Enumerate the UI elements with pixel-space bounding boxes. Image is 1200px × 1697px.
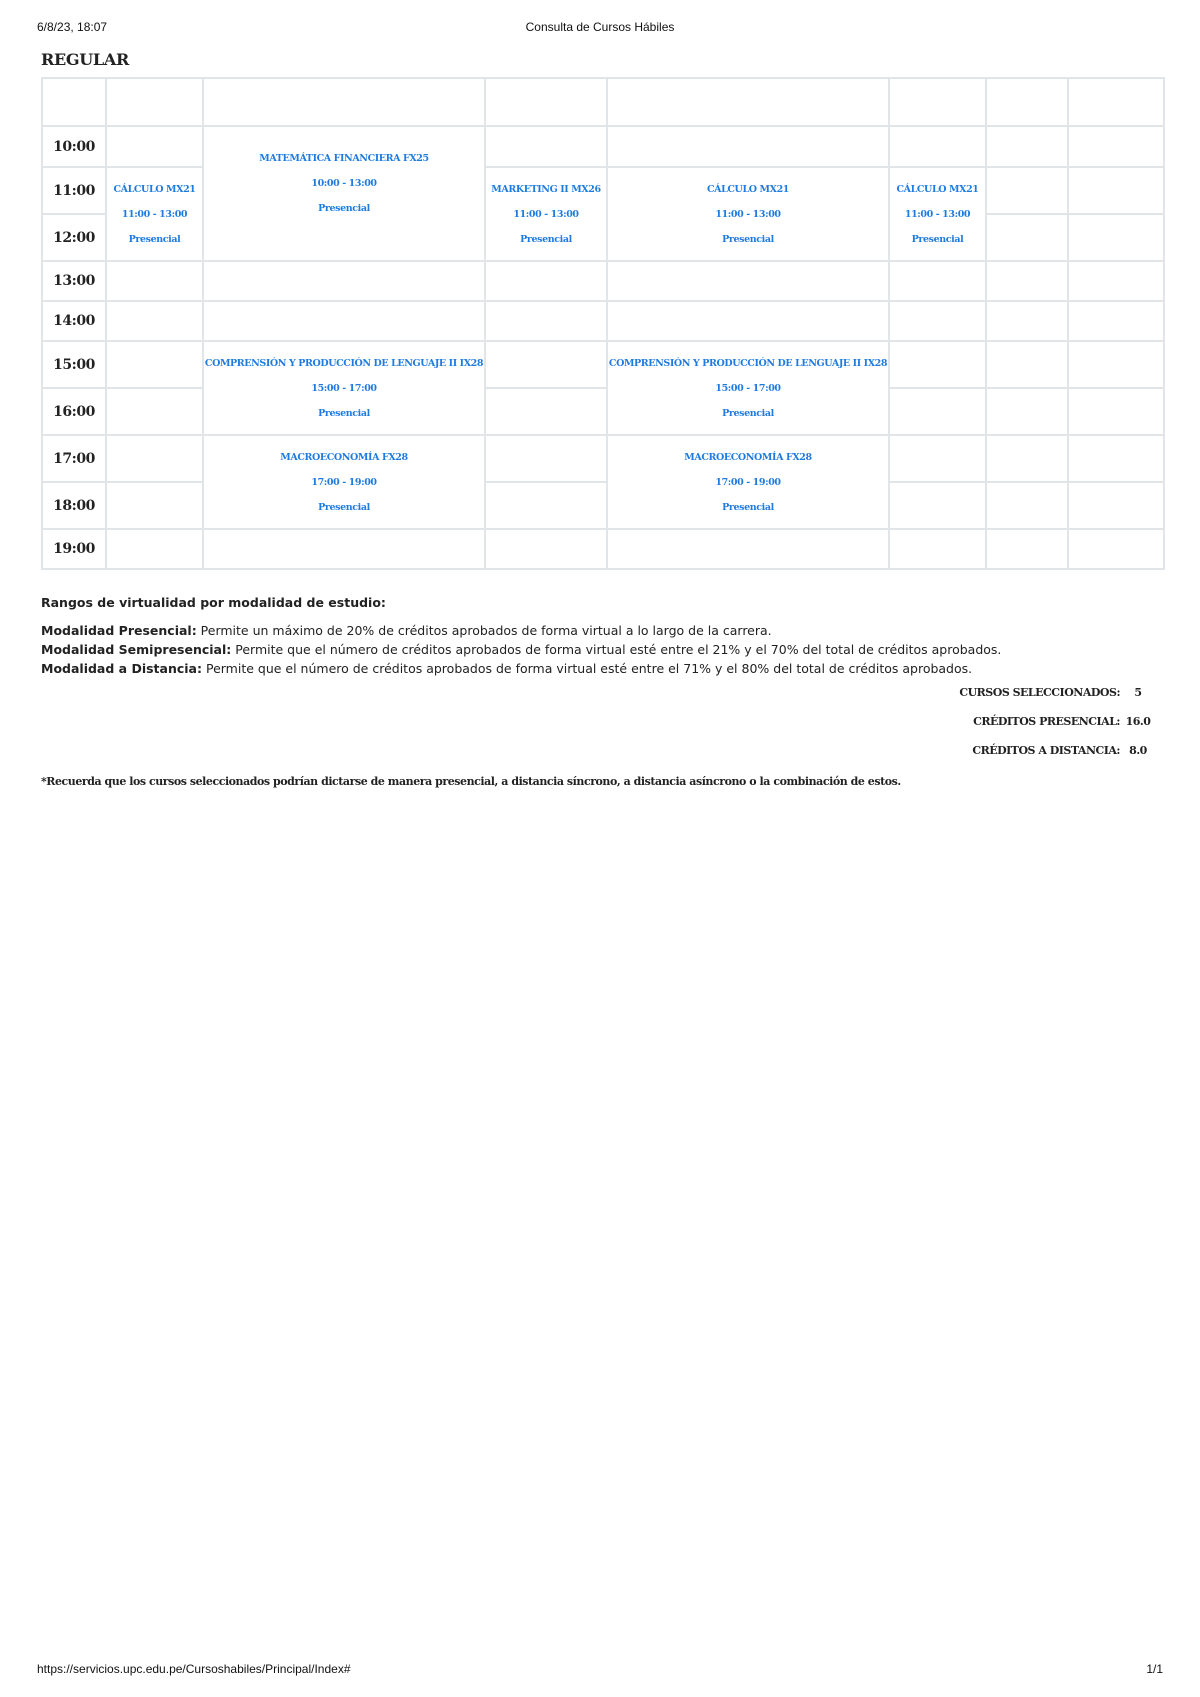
page-number: 1/1 [1146, 1662, 1163, 1676]
empty-cell [203, 529, 485, 569]
section-title: REGULAR [41, 50, 129, 69]
empty-cell [889, 435, 986, 482]
course-time: 15:00 - 17:00 [311, 382, 377, 394]
print-footer [37, 1662, 1163, 1678]
course-mode: Presencial [520, 233, 572, 245]
course-time: 11:00 - 13:00 [121, 208, 188, 220]
course-mode: Presencial [318, 407, 370, 419]
empty-cell [607, 301, 889, 341]
empty-cell [986, 529, 1068, 569]
course-name: CÁLCULO MX21 [706, 183, 790, 195]
empty-cell [485, 435, 607, 482]
print-header [37, 20, 1163, 38]
course-time: 17:00 - 19:00 [311, 476, 377, 488]
modality-presencial [41, 621, 1161, 640]
empty-cell [1068, 167, 1164, 214]
empty-cell [106, 529, 203, 569]
totals-summary [959, 686, 1156, 773]
total-courses [959, 686, 1156, 715]
time-row [42, 341, 1164, 388]
time-row [42, 435, 1164, 482]
empty-cell [889, 529, 986, 569]
empty-cell [986, 482, 1068, 529]
time-label: 15:00 [42, 341, 106, 388]
empty-cell [986, 261, 1068, 301]
course-time: 10:00 - 13:00 [311, 178, 377, 189]
empty-cell [485, 529, 607, 569]
course-time: 15:00 - 17:00 [715, 382, 781, 394]
course-name: MACROECONOMÍA FX28 [684, 451, 812, 463]
modality-text: Permite que el número de créditos aprobados de forma virtual esté entre el 21% y el 70% del total de créditos aprobados. [231, 642, 1002, 657]
empty-cell [1068, 529, 1164, 569]
empty-cell [986, 126, 1068, 167]
course-cell-matematica[interactable] [203, 126, 485, 261]
course-mode: Presencial [318, 203, 370, 214]
empty-cell [485, 482, 607, 529]
empty-cell [106, 301, 203, 341]
empty-cell [485, 341, 607, 388]
course-time: 11:00 - 13:00 [904, 208, 971, 220]
course-mode: Presencial [722, 233, 774, 245]
empty-cell [986, 388, 1068, 435]
course-cell-comprension[interactable] [607, 341, 889, 435]
time-label: 10:00 [42, 126, 106, 167]
time-row [42, 126, 1164, 167]
course-cell-comprension[interactable] [203, 341, 485, 435]
empty-cell [986, 301, 1068, 341]
modality-text: Permite que el número de créditos aprobados de forma virtual esté entre el 71% y el 80% del total de créditos aprobados. [202, 661, 973, 676]
total-value: 16.0 [1125, 715, 1151, 728]
footnote: *Recuerda que los cursos seleccionados podrían dictarse de manera presencial, a distancia síncrono, a distancia asíncrono o la combinación de estos. [41, 775, 901, 788]
empty-cell [1068, 261, 1164, 301]
empty-cell [485, 261, 607, 301]
modality-distancia [41, 659, 1161, 678]
header-row [42, 78, 1164, 126]
empty-cell [485, 388, 607, 435]
empty-cell [1068, 126, 1164, 167]
course-mode: Presencial [722, 407, 774, 419]
course-cell-macroeconomia[interactable] [203, 435, 485, 529]
empty-cell [106, 341, 203, 388]
empty-cell [106, 126, 203, 167]
course-name: COMPRENSIÓN Y PRODUCCIÓN DE LENGUAJE II IX28 [204, 357, 484, 369]
course-cell-marketing[interactable] [485, 167, 607, 261]
empty-cell [1068, 341, 1164, 388]
empty-cell [889, 261, 986, 301]
empty-cell [986, 435, 1068, 482]
empty-cell [889, 388, 986, 435]
total-label: CURSOS SELECCIONADOS: [959, 686, 1120, 699]
empty-cell [1068, 482, 1164, 529]
course-name: COMPRENSIÓN Y PRODUCCIÓN DE LENGUAJE II IX28 [608, 357, 888, 369]
empty-cell [607, 126, 889, 167]
time-label: 13:00 [42, 261, 106, 301]
empty-cell [986, 214, 1068, 261]
course-mode: Presencial [318, 501, 370, 513]
header-cell [203, 78, 485, 126]
total-label: CRÉDITOS PRESENCIAL: [973, 715, 1120, 728]
empty-cell [889, 482, 986, 529]
time-label: 14:00 [42, 301, 106, 341]
empty-cell [106, 388, 203, 435]
empty-cell [986, 167, 1068, 214]
empty-cell [607, 529, 889, 569]
header-cell [42, 78, 106, 126]
header-cell [1068, 78, 1164, 126]
print-url: https://servicios.upc.edu.pe/Cursoshabiles/Principal/Index# [37, 1662, 351, 1676]
modality-semipresencial [41, 640, 1161, 659]
total-label: CRÉDITOS A DISTANCIA: [972, 744, 1120, 757]
empty-cell [986, 341, 1068, 388]
time-label: 11:00 [42, 167, 106, 214]
empty-cell [889, 341, 986, 388]
empty-cell [1068, 301, 1164, 341]
header-cell [986, 78, 1068, 126]
print-page-title: Consulta de Cursos Hábiles [525, 20, 675, 34]
empty-cell [485, 126, 607, 167]
course-time: 11:00 - 13:00 [513, 208, 579, 220]
empty-cell [106, 435, 203, 482]
course-time: 17:00 - 19:00 [715, 476, 781, 488]
modality-text: Permite un máximo de 20% de créditos aprobados de forma virtual a lo largo de la carrera. [196, 623, 772, 638]
course-name: MATEMÁTICA FINANCIERA FX25 [259, 153, 429, 164]
time-row [42, 529, 1164, 569]
empty-cell [1068, 388, 1164, 435]
course-cell-calculo[interactable] [889, 167, 986, 261]
time-row [42, 261, 1164, 301]
empty-cell [203, 301, 485, 341]
header-cell [106, 78, 203, 126]
total-value: 8.0 [1129, 744, 1147, 757]
empty-cell [203, 261, 485, 301]
time-label: 17:00 [42, 435, 106, 482]
time-label: 12:00 [42, 214, 106, 261]
empty-cell [106, 482, 203, 529]
total-credits-presencial [959, 715, 1156, 744]
total-credits-distancia [959, 744, 1156, 773]
modality-label: Modalidad Semipresencial: [41, 642, 232, 657]
time-label: 19:00 [42, 529, 106, 569]
course-name: CÁLCULO MX21 [896, 183, 979, 195]
empty-cell [607, 261, 889, 301]
header-cell [607, 78, 889, 126]
time-label: 16:00 [42, 388, 106, 435]
virtuality-ranges [41, 595, 1161, 678]
course-cell-calculo[interactable] [106, 167, 203, 261]
course-mode: Presencial [722, 501, 774, 513]
empty-cell [485, 301, 607, 341]
course-mode: Presencial [911, 233, 964, 245]
course-mode: Presencial [128, 233, 181, 245]
header-cell [889, 78, 986, 126]
empty-cell [1068, 214, 1164, 261]
print-date: 6/8/23, 18:07 [37, 20, 108, 34]
course-cell-calculo[interactable] [607, 167, 889, 261]
course-name: CÁLCULO MX21 [113, 183, 196, 195]
course-time: 11:00 - 13:00 [715, 208, 781, 220]
schedule-table [41, 77, 1165, 570]
empty-cell [889, 301, 986, 341]
header-cell [485, 78, 607, 126]
modality-label: Modalidad Presencial: [41, 623, 197, 638]
time-row [42, 301, 1164, 341]
empty-cell [1068, 435, 1164, 482]
time-label: 18:00 [42, 482, 106, 529]
modality-label: Modalidad a Distancia: [41, 661, 202, 676]
course-name: MACROECONOMÍA FX28 [280, 451, 408, 463]
empty-cell [889, 126, 986, 167]
course-cell-macroeconomia[interactable] [607, 435, 889, 529]
empty-cell [106, 261, 203, 301]
course-name: MARKETING II MX26 [491, 183, 601, 195]
virtuality-heading: Rangos de virtualidad por modalidad de estudio: [41, 595, 386, 610]
total-value: 5 [1134, 686, 1142, 699]
